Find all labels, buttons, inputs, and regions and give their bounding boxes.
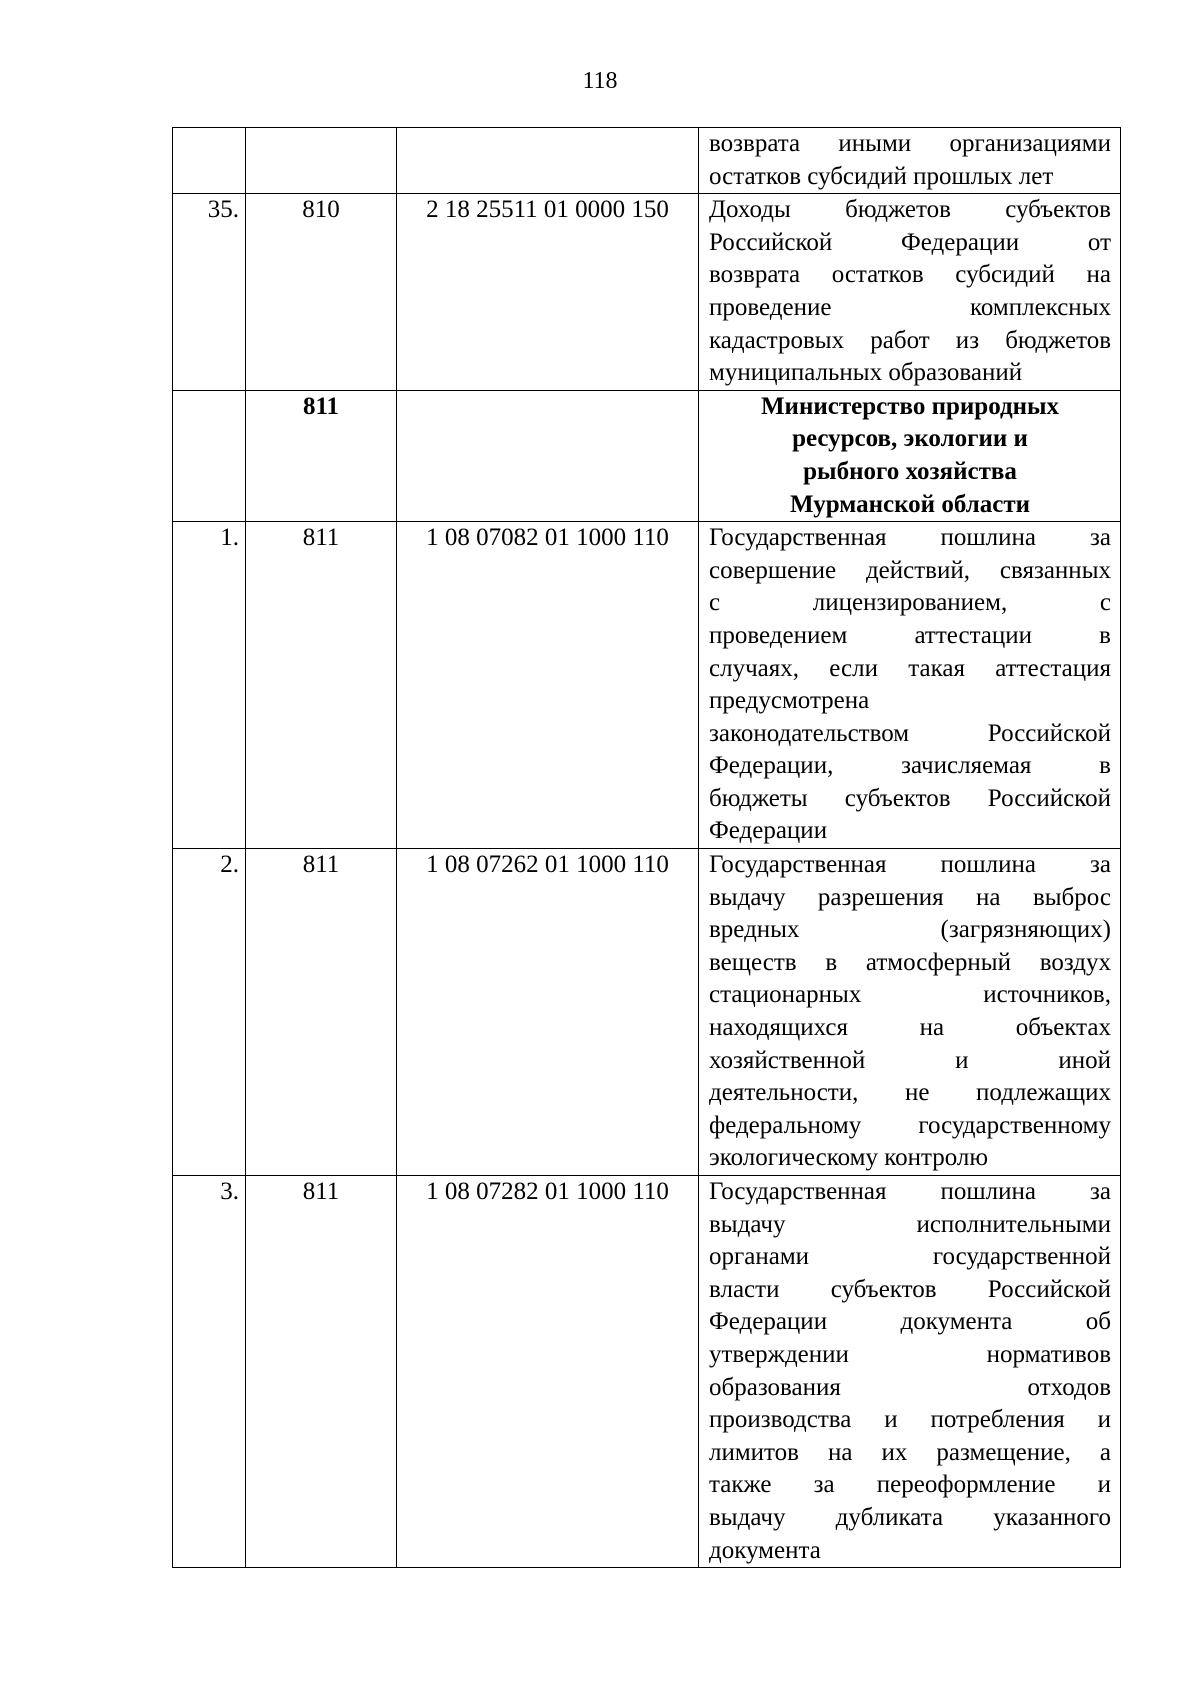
row-number-cell	[173, 128, 246, 194]
description-line: возврата иными организациями	[709, 130, 1111, 157]
description-cell	[699, 849, 1121, 1176]
admin-code-cell: 811	[246, 522, 397, 849]
description-line: Государственная пошлина за	[709, 524, 1111, 552]
description-line: предусмотрена	[709, 687, 870, 715]
admin-code-cell: 810	[246, 194, 397, 391]
budget-classification-code-cell	[397, 128, 699, 194]
description-cell	[699, 522, 1121, 849]
description-cell	[699, 1176, 1121, 1568]
description-line: Федерации документа об	[709, 1308, 1111, 1336]
description-line: документа	[709, 1536, 821, 1564]
description-line: проведение комплексных	[709, 293, 1111, 321]
description-cell	[699, 390, 1121, 521]
description-line: производства и потребления и	[709, 1406, 1111, 1434]
description-line: Министерство природных	[760, 392, 1060, 420]
description-line: Российской Федерации от	[709, 228, 1111, 256]
description-line: случаях, если такая аттестация	[709, 654, 1111, 682]
row-number-cell: 1.	[173, 522, 246, 849]
description-line: Государственная пошлина за	[709, 851, 1111, 879]
description-line: веществ в атмосферный воздух	[709, 948, 1111, 976]
description-line: федеральному государственному	[709, 1111, 1111, 1139]
description-cell	[699, 194, 1121, 391]
description-line: вредных (загрязняющих)	[709, 916, 1111, 944]
description-line: стационарных источников,	[709, 981, 1111, 1009]
description-cell	[699, 128, 1121, 194]
table-body	[173, 128, 1121, 1568]
description-line: совершение действий, связанных	[709, 556, 1111, 584]
description-line: остатков субсидий прошлых лет	[709, 162, 1054, 190]
description-line: Федерации	[709, 817, 828, 845]
admin-code-cell: 811	[246, 849, 397, 1176]
description-line: Федерации, зачисляемая в	[709, 752, 1111, 780]
description-line: муниципальных образований	[709, 359, 1023, 387]
description-line: деятельности, не подлежащих	[709, 1079, 1111, 1107]
description-line: выдачу разрешения на выброс	[709, 883, 1111, 911]
admin-code-cell	[246, 128, 397, 194]
description-line: бюджеты субъектов Российской	[709, 784, 1111, 812]
description-line: рыбного хозяйства	[803, 457, 1017, 485]
table-row	[173, 522, 1121, 849]
table-row	[173, 1176, 1121, 1568]
description-line: Мурманской области	[789, 490, 1031, 518]
admin-code-cell: 811	[246, 390, 397, 521]
budget-classification-code-cell	[397, 390, 699, 521]
description-line: утверждении нормативов	[709, 1340, 1111, 1368]
table-row	[173, 194, 1121, 391]
row-number-cell: 2.	[173, 849, 246, 1176]
description-line: образования отходов	[709, 1373, 1111, 1401]
budget-classification-code-cell: 1 08 07282 01 1000 110	[397, 1176, 699, 1568]
table-row	[173, 128, 1121, 194]
row-number-cell	[173, 390, 246, 521]
description-line: Государственная пошлина за	[709, 1178, 1111, 1205]
description-line: проведением аттестации в	[709, 621, 1111, 649]
row-number-cell: 3.	[173, 1176, 246, 1568]
description-line: возврата остатков субсидий на	[709, 261, 1111, 289]
description-line: лимитов на их размещение, а	[709, 1438, 1111, 1466]
row-number-cell: 35.	[173, 194, 246, 391]
budget-classification-code-cell: 1 08 07262 01 1000 110	[397, 849, 699, 1176]
description-line: хозяйственной и иной	[709, 1046, 1111, 1074]
description-line: законодательством Российской	[709, 719, 1111, 747]
description-line: выдачу исполнительными	[709, 1210, 1111, 1238]
description-line: Доходы бюджетов субъектов	[709, 196, 1111, 224]
description-line: власти субъектов Российской	[709, 1275, 1111, 1303]
description-line: кадастровых работ из бюджетов	[709, 326, 1111, 354]
description-line: экологическому контролю	[709, 1144, 989, 1172]
description-line: также за переоформление и	[709, 1471, 1111, 1499]
page-number: 118	[582, 68, 618, 94]
description-line: выдачу дубликата указанного	[709, 1503, 1111, 1531]
description-line: органами государственной	[709, 1243, 1111, 1271]
revenue-codes-table	[172, 127, 1121, 1568]
budget-classification-code-cell: 1 08 07082 01 1000 110	[397, 522, 699, 849]
admin-code-cell: 811	[246, 1176, 397, 1568]
budget-classification-code-cell: 2 18 25511 01 0000 150	[397, 194, 699, 391]
table-row	[173, 849, 1121, 1176]
description-line: находящихся на объектах	[709, 1014, 1111, 1042]
section-header-row	[173, 390, 1121, 521]
description-line: ресурсов, экологии и	[792, 425, 1028, 453]
description-line: с лицензированием, с	[709, 589, 1111, 617]
